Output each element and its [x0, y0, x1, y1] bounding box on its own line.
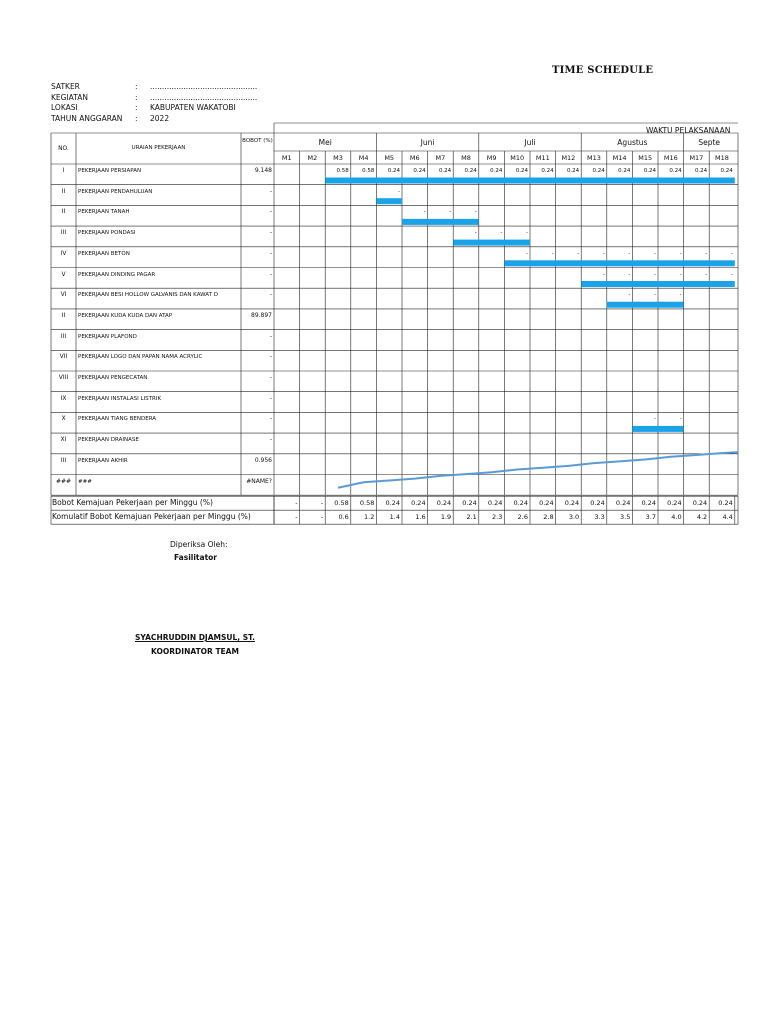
summary-value: 0.24: [462, 499, 477, 508]
progress-bar: [632, 426, 683, 432]
row-no: VII: [59, 353, 68, 361]
row-no: IX: [60, 394, 67, 402]
week-label: M5: [384, 154, 395, 162]
row-cell-value: -: [628, 250, 631, 257]
row-name: PEKERJAAN AKHIR: [78, 457, 128, 464]
summary-value: 0.24: [615, 499, 631, 508]
row-name: PEKERJAAN PONDASI: [78, 230, 136, 237]
header-no: NO.: [58, 145, 69, 152]
header-uraian: URAIAN PEKERJAAN: [131, 145, 186, 151]
row-cell-value: -: [449, 209, 452, 216]
row-name: PEKERJAAN PENDAHULUAN: [78, 188, 153, 195]
meta-colon: :: [135, 103, 138, 112]
row-cell-value: 0.24: [413, 168, 426, 174]
summary-value: 0.24: [564, 499, 580, 508]
meta-key: TAHUN ANGGARAN: [51, 113, 123, 123]
row-cell-value: -: [474, 230, 477, 237]
row-cell-value: 0.24: [566, 168, 580, 174]
row-cell-value: -: [551, 250, 554, 257]
row-cell-value: 0.58: [362, 168, 375, 174]
row-cell-value: -: [653, 292, 656, 299]
row-cell-value: 0.24: [592, 168, 605, 174]
document-title: TIME SCHEDULE: [552, 65, 654, 76]
summary-value: 2.6: [517, 513, 528, 522]
row-cell-value: -: [653, 271, 656, 278]
summary-value: 0.24: [692, 499, 708, 508]
summary-value: 3.5: [620, 513, 631, 522]
row-cell-value: -: [705, 250, 708, 257]
row-name: PEKERJAAN KUDA KUDA DAN ATAP: [78, 312, 173, 319]
row-cell-value: 0.24: [643, 168, 656, 174]
meta-value: .............................................: [150, 92, 258, 102]
cumulative-s-curve: [338, 452, 738, 488]
row-name: PEKERJAAN PLAFOND: [78, 333, 137, 340]
week-label: M1: [281, 154, 292, 162]
meta-value: .............................................: [150, 82, 258, 91]
row-no: III: [60, 456, 67, 464]
week-label: M13: [587, 154, 601, 162]
header-bobot: BOBOT (%): [242, 138, 273, 144]
week-label: M6: [409, 154, 420, 162]
row-cell-value: 0.24: [541, 168, 554, 174]
month-label: Mei: [318, 138, 332, 147]
week-label: M4: [358, 154, 369, 162]
row-name: PEKERJAAN PENGECATAN: [78, 375, 148, 381]
row-bobot: -: [269, 374, 272, 381]
row-cell-value: 0.24: [438, 168, 452, 174]
row-name: PEKERJAAN BESI HOLLOW GALVANIS DAN KAWAT D: [78, 292, 218, 299]
signer-name: SYACHRUDDIN DJAMSUL, ST.: [135, 633, 255, 642]
month-label: Juni: [420, 138, 435, 147]
row-name: PEKERJAAN BETON: [78, 250, 130, 257]
row-bobot: -: [269, 229, 272, 237]
progress-bar: [402, 219, 479, 225]
row-no: VIII: [58, 374, 69, 381]
week-label: M14: [612, 154, 627, 162]
row-name: ###: [78, 478, 92, 485]
row-bobot: 0.956: [254, 456, 272, 464]
fasilitator-label: Fasilitator: [174, 553, 218, 562]
summary-value: 2.3: [492, 513, 503, 522]
progress-bar: [453, 240, 530, 246]
row-name: PEKERJAAN TANAH: [78, 209, 130, 216]
summary-value: 0.24: [590, 499, 605, 508]
row-bobot: -: [269, 208, 272, 216]
row-no: II: [61, 208, 66, 216]
row-cell-value: 0.58: [336, 168, 349, 174]
row-no: I: [62, 167, 65, 174]
row-name: PEKERJAAN INSTALASI LISTRIK: [78, 395, 162, 402]
waktu-pelaksanaan-label: WAKTU PELAKSANAAN: [646, 126, 731, 135]
row-no: IV: [60, 249, 67, 257]
row-cell-value: 0.24: [618, 168, 631, 174]
summary-value: 4.0: [671, 513, 682, 522]
month-label: Juli: [524, 138, 536, 147]
row-bobot: -: [269, 436, 272, 444]
summary-value: 1.4: [389, 513, 400, 522]
row-bobot: 9.148: [254, 167, 272, 174]
row-cell-value: -: [397, 188, 400, 195]
progress-bar: [325, 178, 735, 184]
summary-label: Bobot Kemajuan Pekerjaan per Minggu (%): [52, 498, 213, 508]
row-no: II: [61, 311, 66, 319]
row-bobot: -: [269, 249, 272, 257]
summary-value: 0.24: [487, 499, 503, 508]
diperiksa-label: Diperiksa Oleh:: [170, 540, 228, 549]
summary-value: 2.1: [466, 513, 477, 522]
row-cell-value: 0.24: [669, 168, 682, 174]
week-label: M7: [435, 154, 446, 162]
progress-bar: [607, 302, 684, 308]
week-label: M2: [307, 154, 318, 162]
summary-value: 0.24: [667, 499, 682, 508]
summary-value: 1.6: [415, 513, 426, 522]
row-bobot: 89.897: [251, 311, 272, 319]
row-cell-value: -: [577, 250, 580, 257]
summary-value: 2.8: [543, 513, 554, 522]
summary-value: 0.6: [338, 513, 349, 522]
row-cell-value: 0.24: [490, 168, 503, 174]
summary-label: Komulatif Bobot Kemajuan Pekerjaan per Minggu (%): [52, 512, 251, 522]
row-bobot: -: [269, 270, 272, 278]
row-cell-value: 0.24: [515, 168, 528, 174]
row-bobot: #NAME?: [246, 477, 272, 485]
summary-value: -: [295, 499, 298, 508]
summary-value: 4.4: [722, 513, 733, 522]
meta-key: KEGIATAN: [51, 92, 88, 102]
week-label: M12: [561, 154, 576, 162]
row-cell-value: -: [679, 271, 682, 278]
row-cell-value: -: [474, 209, 477, 216]
meta-key: SATKER: [51, 82, 80, 91]
row-cell-value: -: [525, 250, 528, 257]
row-no: III: [60, 229, 67, 237]
week-label: M11: [535, 154, 550, 162]
progress-bar: [376, 198, 402, 204]
week-label: M15: [638, 154, 653, 162]
row-cell-value: -: [423, 209, 426, 216]
summary-value: 4.2: [696, 513, 708, 522]
summary-value: 0.24: [411, 499, 426, 508]
meta-value: 2022: [150, 113, 170, 123]
row-cell-value: 0.24: [720, 168, 733, 174]
row-cell-value: -: [705, 271, 708, 278]
summary-value: -: [295, 513, 298, 522]
row-name: PEKERJAAN LOGO DAN PAPAN NAMA ACRYLIC: [78, 354, 203, 361]
summary-value: 1.9: [440, 513, 452, 522]
row-no: ###: [55, 477, 72, 485]
row-cell-value: -: [628, 271, 631, 278]
row-cell-value: 0.24: [694, 168, 708, 174]
row-bobot: -: [269, 415, 272, 423]
week-label: M9: [486, 154, 497, 162]
row-cell-value: -: [679, 292, 682, 299]
meta-colon: :: [135, 113, 138, 123]
row-no: X: [61, 415, 66, 423]
summary-value: 3.0: [568, 513, 580, 522]
row-cell-value: -: [653, 250, 656, 257]
summary-value: -: [320, 513, 324, 522]
row-cell-value: -: [679, 250, 682, 257]
row-bobot: -: [269, 394, 272, 402]
progress-bar: [504, 260, 734, 266]
summary-value: -: [320, 499, 324, 508]
row-cell-value: -: [730, 271, 733, 278]
row-cell-value: 0.24: [464, 168, 477, 174]
row-name: PEKERJAAN DRAINASE: [78, 437, 139, 444]
row-cell-value: -: [679, 416, 682, 423]
summary-value: 1.2: [364, 513, 375, 522]
row-cell-value: -: [525, 230, 528, 237]
row-cell-value: -: [730, 250, 733, 257]
row-bobot: -: [269, 187, 272, 195]
signer-role: KOORDINATOR TEAM: [151, 647, 239, 656]
row-name: PEKERJAAN DINDING PAGAR: [78, 271, 156, 278]
week-label: M17: [689, 154, 704, 162]
row-cell-value: -: [500, 230, 503, 237]
row-cell-value: -: [628, 292, 631, 299]
meta-colon: :: [135, 92, 138, 102]
week-label: M10: [510, 154, 525, 162]
month-label: Septe: [698, 138, 721, 147]
summary-value: 0.24: [539, 499, 554, 508]
summary-value: 0.58: [334, 499, 349, 508]
row-no: III: [60, 332, 67, 340]
row-cell-value: -: [653, 416, 656, 423]
summary-value: 0.24: [436, 499, 452, 508]
row-bobot: -: [269, 332, 272, 340]
summary-value: 0.58: [359, 499, 375, 508]
summary-value: 3.3: [594, 513, 605, 522]
row-cell-value: -: [602, 250, 605, 257]
row-no: VI: [60, 291, 67, 299]
week-label: M16: [663, 154, 678, 162]
row-bobot: -: [269, 291, 272, 299]
summary-value: 0.24: [641, 499, 656, 508]
summary-value: 3.7: [645, 513, 656, 522]
row-cell-value: 0.24: [387, 168, 400, 174]
row-cell-value: -: [602, 271, 605, 278]
week-label: M3: [333, 154, 343, 162]
progress-bar: [581, 281, 735, 287]
month-label: Agustus: [617, 138, 648, 147]
meta-value: KABUPATEN WAKATOBI: [150, 103, 236, 112]
summary-value: 0.24: [513, 499, 528, 508]
week-label: M18: [715, 154, 729, 162]
summary-value: 0.24: [718, 499, 733, 508]
summary-value: 0.24: [385, 499, 400, 508]
row-name: PEKERJAAN PERSIAPAN: [78, 168, 142, 174]
row-no: XI: [60, 436, 67, 444]
row-bobot: -: [269, 353, 272, 361]
meta-colon: :: [135, 82, 138, 91]
row-no: II: [61, 187, 66, 195]
row-name: PEKERJAAN TIANG BENDERA: [78, 416, 157, 423]
row-no: V: [61, 270, 66, 278]
meta-key: LOKASI: [51, 103, 78, 112]
week-label: M8: [461, 154, 471, 162]
